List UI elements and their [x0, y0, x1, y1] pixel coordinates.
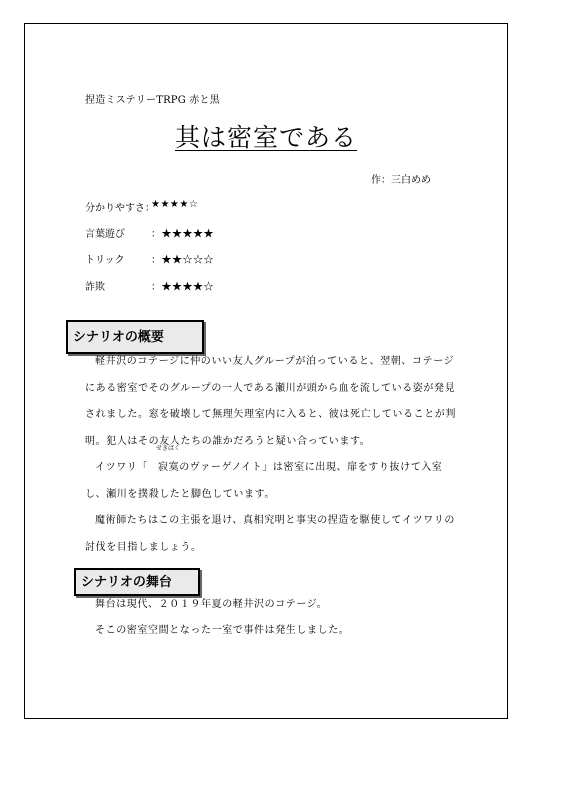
overview-paragraph-1: 軽井沢のコテージに仲のいい友人グループが泊っていると、翌朝、コテージにある密室でそのグループの一人である瀬川が頭から血を流している姿が発見されました。窓を破壊して無理矢理室内に入ると、彼は死亡していることが判明。犯人はその友人たちの誰かだろうと疑い合っています。 [85, 356, 456, 447]
rating-stars: ：★★★★☆ [151, 282, 214, 293]
series-name: 捏造ミステリーTRPG 赤と黒 [85, 95, 220, 106]
section-heading-text: シナリオの概要 [73, 329, 164, 345]
ruby-reading: せきばく [156, 445, 181, 452]
rating-label: 詐欺 [85, 282, 105, 293]
section-heading-text: シナリオの舞台 [81, 574, 172, 590]
rating-label: 分かりやすさ： [85, 203, 155, 214]
overview-paragraph-3: 魔術師たちはこの主張を退け、真相究明と事実の捏造を駆使してイツワリの討伐を目指しましょう。 [85, 515, 455, 553]
paragraph-text: のヴァーゲノイト」は密室に出現、扉をすり抜けて入室し、瀬川を撲殺したと脚色しています。 [85, 462, 443, 500]
scenario-title [25, 118, 507, 154]
stage-paragraph-1: 舞台は現代、２０１９年夏の軽井沢のコテージ。 [95, 599, 328, 610]
ruby-base: 寂寞 [158, 462, 180, 473]
scenario-title-text: 其は密室である [174, 123, 357, 152]
rating-stars: ：★★★★★ [151, 229, 214, 240]
rating-label: トリック [85, 255, 125, 266]
stage-paragraph-2: そこの密室空間となった一室で事件は発生しました。 [95, 625, 350, 636]
rating-label: 言葉遊び [85, 229, 125, 240]
author-credit: 作：三白めめ [371, 175, 431, 186]
document-page [24, 23, 508, 719]
paragraph-text: イツワリ「 [95, 462, 148, 473]
rating-stars: ★★★★☆ [151, 199, 199, 210]
overview-paragraph-2 [85, 445, 457, 508]
ruby-word [148, 445, 181, 482]
rating-stars: ：★★☆☆☆ [151, 255, 214, 266]
